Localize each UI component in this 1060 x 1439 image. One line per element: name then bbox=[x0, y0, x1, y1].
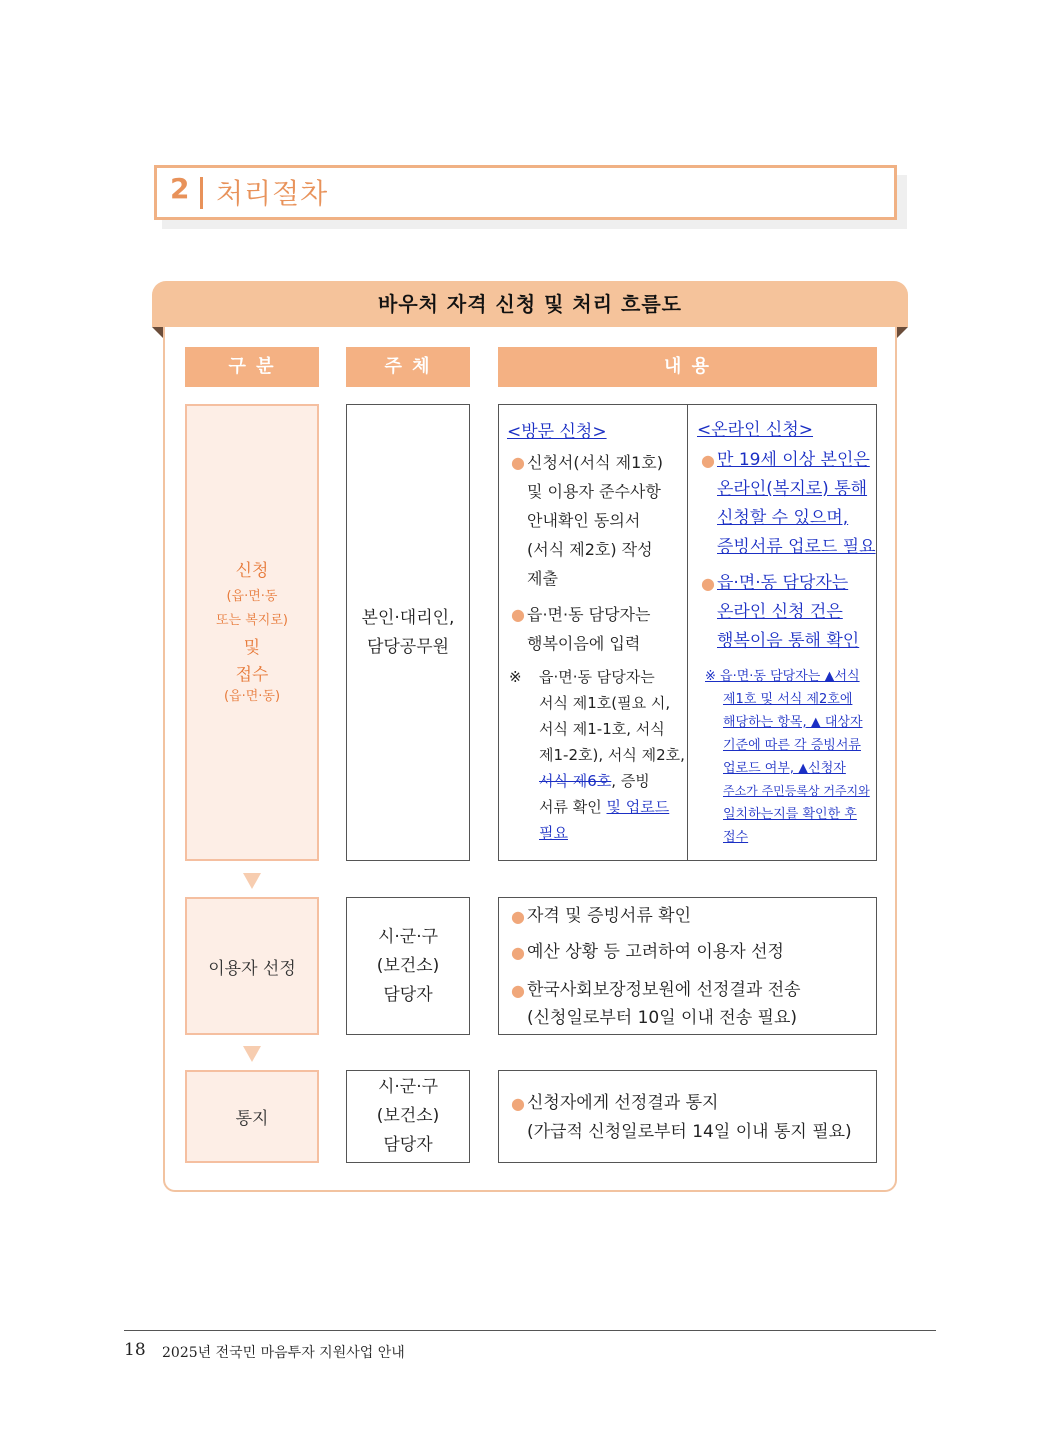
category-title: 이용자 선정 bbox=[208, 958, 296, 979]
online-note: 일치하는지를 확인한 후 bbox=[723, 807, 857, 822]
visit-item: 제출 bbox=[527, 569, 558, 588]
bullet-dot: ● bbox=[511, 943, 525, 962]
column-header-content: 내 용 bbox=[498, 347, 877, 387]
bullet-dot: ● bbox=[511, 907, 525, 926]
online-item: 온라인(복지로) 통해 bbox=[717, 479, 868, 499]
note-text: 서류 확인 bbox=[539, 798, 607, 816]
step-notify-category bbox=[185, 1070, 319, 1163]
step-notify-subject bbox=[346, 1070, 470, 1163]
subject-line: (보건소) bbox=[376, 1106, 440, 1126]
online-item: 읍·면·동 담당자는 bbox=[717, 573, 849, 593]
notify-item: (가급적 신청일로부터 14일 이내 통지 필요) bbox=[527, 1122, 852, 1142]
visit-note bbox=[539, 795, 669, 820]
visit-note: 서식 제1호(필요 시, bbox=[539, 694, 671, 712]
step-apply-category bbox=[185, 404, 319, 861]
visit-note bbox=[539, 769, 650, 794]
select-item: 예산 상황 등 고려하여 이용자 선정 bbox=[527, 942, 784, 962]
flow-arrow-down-icon bbox=[243, 1046, 261, 1062]
content-divider bbox=[687, 405, 688, 860]
visit-item: 안내확인 동의서 bbox=[527, 511, 641, 530]
category-sub: (읍·면·동 bbox=[226, 589, 278, 604]
bullet-dot: ● bbox=[511, 453, 525, 472]
flow-arrow-down-icon bbox=[243, 873, 261, 889]
category-sub: 또는 복지로) bbox=[216, 613, 288, 628]
visit-item: 및 이용자 준수사항 bbox=[527, 482, 661, 501]
visit-note: 서식 제1-1호, 서식 bbox=[539, 720, 665, 738]
category-title: 신청 bbox=[235, 561, 269, 581]
subject-line: 시·군·구 bbox=[377, 926, 439, 947]
step-select-subject bbox=[346, 897, 470, 1035]
visit-heading: <방문 신청> bbox=[507, 422, 607, 442]
visit-item: 읍·면·동 담당자는 bbox=[527, 605, 651, 624]
online-item: 행복이음 통해 확인 bbox=[717, 631, 860, 651]
step-select-category bbox=[185, 897, 319, 1035]
subject-line: (보건소) bbox=[376, 955, 440, 976]
bullet-dot: ● bbox=[701, 451, 715, 470]
online-item: 만 19세 이상 본인은 bbox=[717, 450, 870, 470]
bullet-dot: ● bbox=[701, 574, 715, 593]
flowchart-title: 바우처 자격 신청 및 처리 흐름도 bbox=[152, 281, 908, 327]
bullet-dot: ● bbox=[511, 605, 525, 624]
category-and: 및 bbox=[243, 638, 261, 658]
page-number: 18 bbox=[124, 1340, 146, 1360]
column-header-category: 구 분 bbox=[185, 347, 319, 387]
select-item: 한국사회보장정보원에 선정결과 전송 bbox=[527, 980, 801, 1000]
banner-fold-left bbox=[152, 327, 163, 338]
online-item: 증빙서류 업로드 필요 bbox=[717, 537, 876, 557]
struck-text: 서식 제6호 bbox=[539, 772, 612, 790]
online-note: 주소가 주민등록상 거주지와 bbox=[723, 784, 870, 798]
column-header-subject: 주 체 bbox=[346, 347, 470, 387]
step-apply-subject bbox=[346, 404, 470, 861]
online-note: 해당하는 항목, ▲ 대상자 bbox=[723, 715, 863, 730]
online-note: ※ 읍·면·동 담당자는 ▲서식 bbox=[705, 669, 860, 684]
select-item: (신청일로부터 10일 이내 전송 필요) bbox=[527, 1008, 797, 1028]
subject-line: 담당자 bbox=[383, 984, 433, 1005]
section-number: 2 bbox=[170, 172, 190, 205]
online-note: 접수 bbox=[723, 830, 749, 845]
footer-rule bbox=[124, 1330, 936, 1331]
section-divider bbox=[200, 177, 203, 209]
section-title: 처리절차 bbox=[216, 177, 329, 210]
online-note: 제1호 및 서식 제2호에 bbox=[723, 692, 853, 707]
subject-line: 본인·대리인, bbox=[361, 607, 455, 628]
category-title: 통지 bbox=[235, 1109, 269, 1129]
banner-fold-right bbox=[897, 327, 908, 338]
online-note: 기준에 따른 각 증빙서류 bbox=[723, 738, 861, 753]
note-text: , 증빙 bbox=[611, 772, 650, 790]
bullet-dot: ● bbox=[511, 1094, 525, 1113]
online-note: 업로드 여부, ▲신청자 bbox=[723, 761, 846, 776]
bullet-dot: ● bbox=[511, 981, 525, 1000]
subject-line: 담당공무원 bbox=[366, 636, 450, 657]
online-item: 온라인 신청 건은 bbox=[717, 602, 843, 622]
visit-note: 필요 bbox=[539, 824, 568, 842]
notify-item: 신청자에게 선정결과 통지 bbox=[527, 1093, 719, 1113]
added-text: 및 업로드 bbox=[606, 798, 670, 816]
category-title: 접수 bbox=[235, 665, 269, 685]
subject-line: 시·군·구 bbox=[377, 1077, 439, 1097]
visit-note: 읍·면·동 담당자는 bbox=[539, 668, 655, 686]
visit-item: (서식 제2호) 작성 bbox=[527, 540, 653, 559]
footer-title: 2025년 전국민 마음투자 지원사업 안내 bbox=[162, 1345, 405, 1361]
visit-item: 신청서(서식 제1호) bbox=[527, 453, 663, 472]
select-item: 자격 및 증빙서류 확인 bbox=[527, 906, 692, 926]
online-heading: <온라인 신청> bbox=[697, 420, 814, 440]
note-mark: ※ bbox=[509, 668, 522, 686]
visit-note: 제1-2호), 서식 제2호, bbox=[539, 746, 685, 764]
visit-item: 행복이음에 입력 bbox=[527, 634, 641, 653]
online-item: 신청할 수 있으며, bbox=[717, 508, 849, 528]
category-sub: (읍·면·동) bbox=[223, 689, 281, 704]
subject-line: 담당자 bbox=[383, 1135, 433, 1155]
